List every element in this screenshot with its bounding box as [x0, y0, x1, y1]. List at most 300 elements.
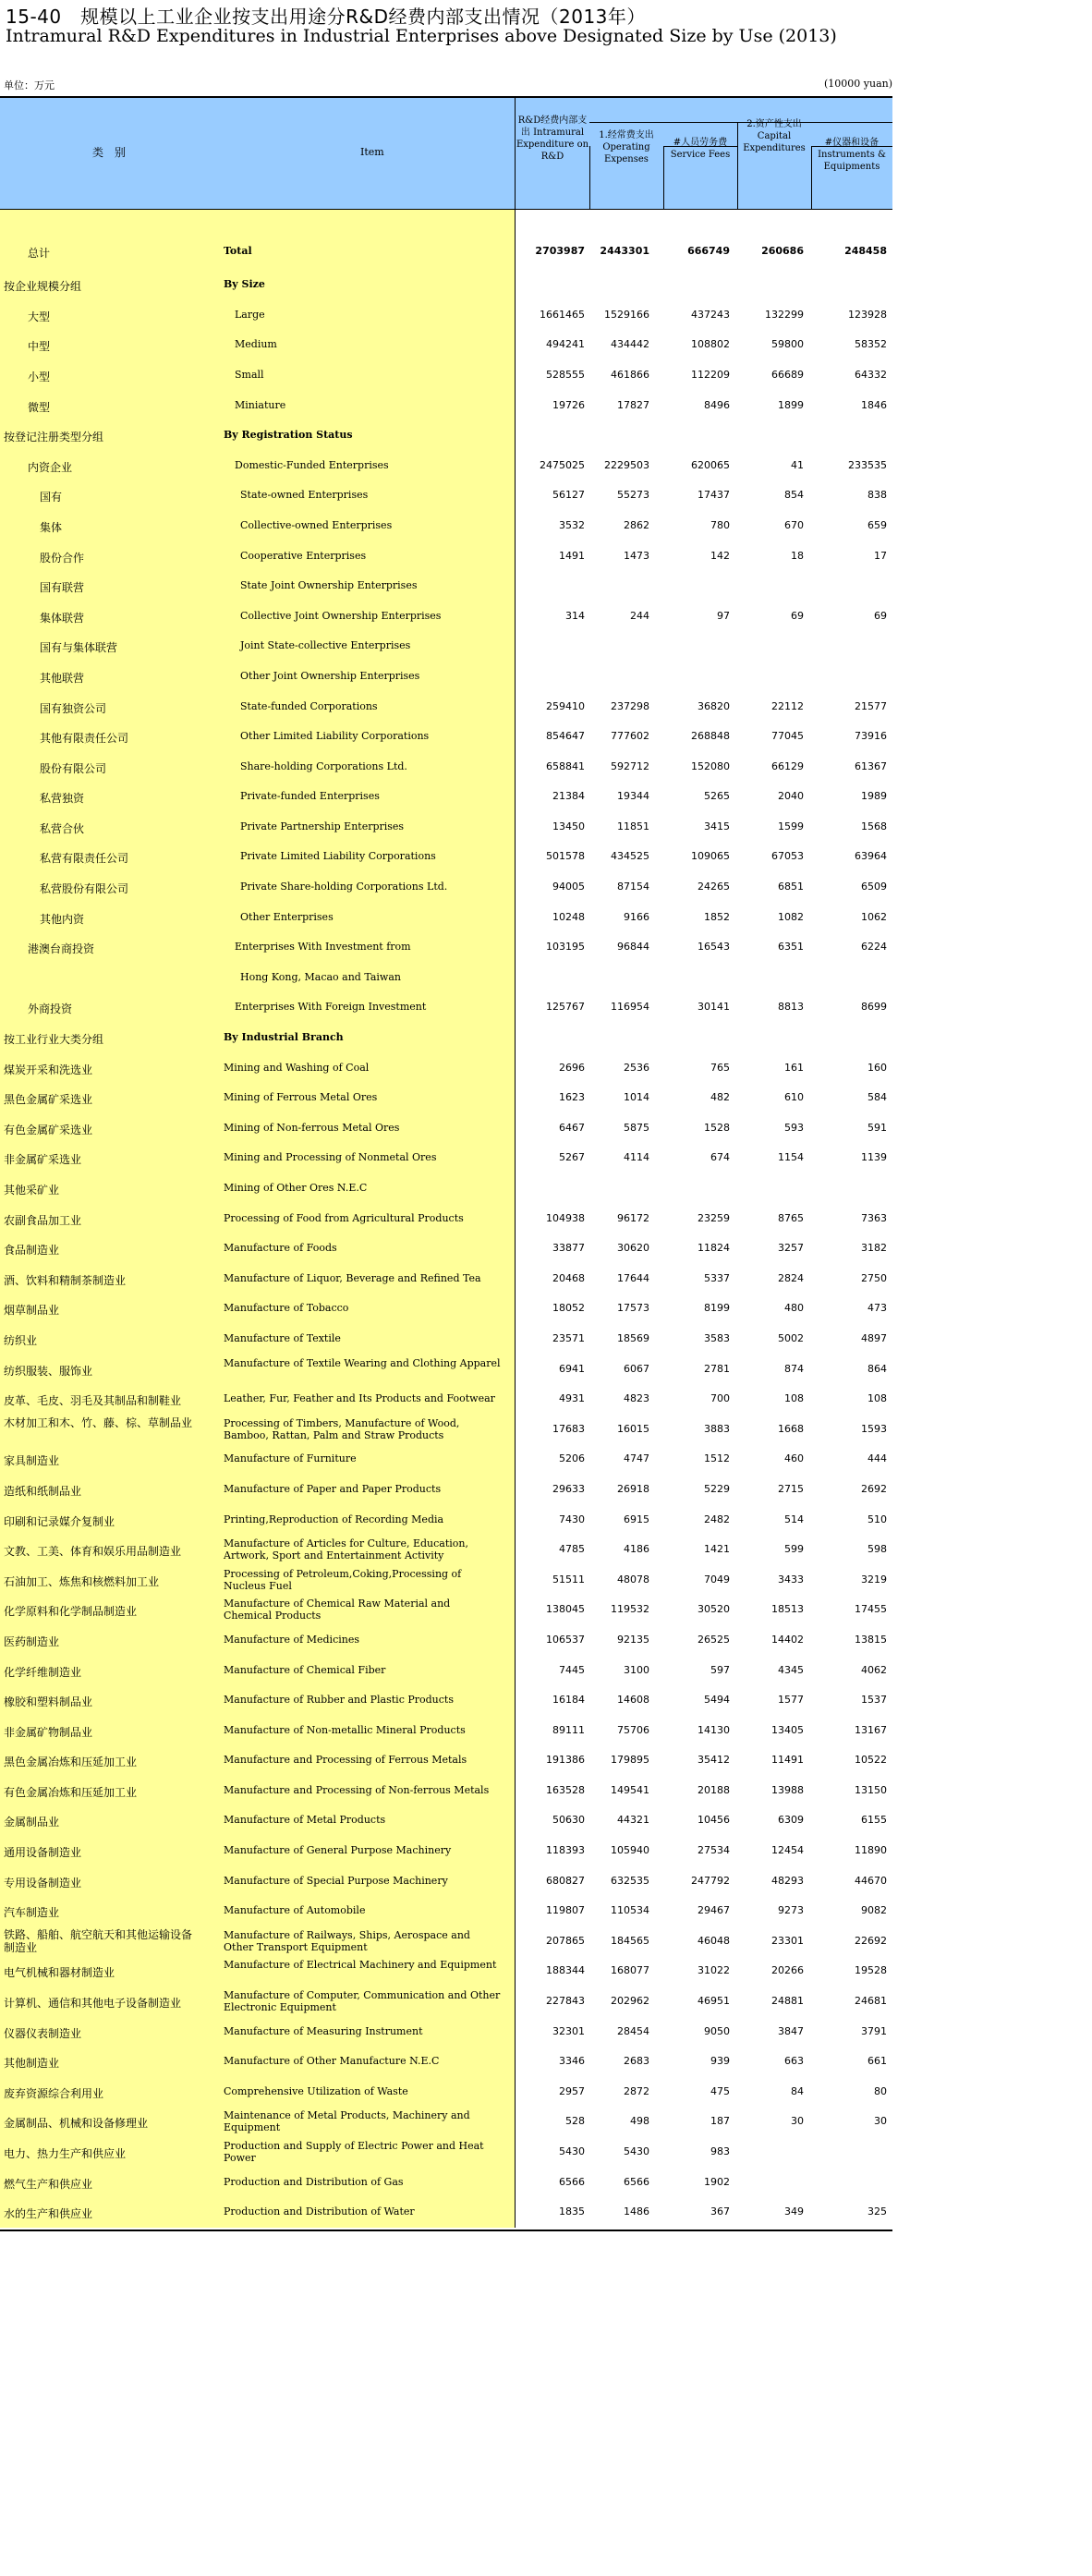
value-cell: 112209 — [691, 368, 730, 381]
value-cell: 7430 — [559, 1513, 585, 1525]
row-label-cn: 私营合伙 — [40, 821, 85, 835]
value-cell: 119807 — [546, 1904, 585, 1917]
column-divider — [515, 480, 516, 511]
value-cell: 14608 — [617, 1694, 649, 1707]
column-divider — [515, 1987, 516, 2017]
column-divider — [515, 2047, 516, 2077]
value-cell: 510 — [868, 1513, 887, 1525]
value-cell: 6467 — [559, 1121, 585, 1134]
column-divider — [515, 451, 516, 481]
value-cell: 237298 — [611, 699, 649, 712]
value-cell: 620065 — [691, 458, 730, 471]
row-label-en: Collective-owned Enterprises — [240, 518, 393, 531]
value-cell: 663 — [784, 2055, 804, 2068]
row-label-en: By Registration Status — [224, 429, 353, 442]
value-cell: 10456 — [698, 1814, 730, 1827]
value-cell: 314 — [565, 609, 585, 622]
table-title-cn: 15-40 规模以上工业企业按支出用途分R&D经费内部支出情况（2013年） — [6, 6, 646, 28]
value-cell: 80 — [874, 2084, 887, 2097]
row-label-cn: 港澳台商投资 — [28, 942, 95, 956]
row-label-en: Miniature — [235, 398, 286, 411]
value-cell: 123928 — [848, 308, 887, 321]
header-col-service: #人员劳务费 Service Fees — [670, 138, 731, 160]
value-cell: 56127 — [552, 489, 585, 502]
value-cell: 1014 — [624, 1091, 649, 1104]
row-label-en: Manufacture of Furniture — [224, 1452, 357, 1465]
row-label-en: Private Limited Liability Corporations — [240, 850, 436, 863]
value-cell: 5229 — [704, 1482, 730, 1495]
value-cell: 69 — [874, 609, 887, 622]
table-row — [0, 1565, 892, 1596]
column-divider — [515, 1926, 516, 1957]
column-divider — [515, 1384, 516, 1415]
value-cell: 349 — [784, 2205, 804, 2218]
value-cell: 6509 — [861, 881, 887, 893]
row-label-en: Manufacture of Paper and Paper Products — [224, 1482, 442, 1495]
table-row — [0, 1324, 892, 1355]
row-label-en: Other Joint Ownership Enterprises — [240, 669, 420, 682]
column-divider — [515, 1143, 516, 1173]
table-row — [0, 1384, 892, 1415]
row-label-cn: 其他内资 — [40, 912, 85, 926]
table-row — [0, 1053, 892, 1084]
table-row — [0, 1685, 892, 1716]
row-label-en: Enterprises With Investment from — [235, 941, 411, 954]
row-label-en: Manufacture of Medicines — [224, 1633, 359, 1646]
column-divider — [515, 1053, 516, 1084]
table-row — [0, 420, 892, 451]
value-cell: 227843 — [546, 1995, 585, 2008]
column-divider — [515, 1685, 516, 1716]
row-label-cn: 国有联营 — [40, 581, 85, 595]
table-row — [0, 2107, 892, 2137]
value-cell: 104938 — [546, 1211, 585, 1224]
value-cell: 4785 — [559, 1543, 585, 1556]
column-divider — [515, 420, 516, 451]
value-cell: 152080 — [691, 759, 730, 772]
row-label-en: Manufacture of Textile Wearing and Clothing Apparel — [224, 1356, 501, 1369]
value-cell: 2692 — [861, 1482, 887, 1495]
row-label-cn: 国有独资公司 — [40, 701, 107, 715]
row-label-en: Manufacture of Non-metallic Mineral Products — [224, 1723, 466, 1736]
value-cell: 3415 — [704, 820, 730, 832]
table-row — [0, 2047, 892, 2077]
value-cell: 13815 — [855, 1633, 887, 1646]
value-cell: 460 — [784, 1452, 804, 1465]
value-cell: 1139 — [861, 1151, 887, 1164]
row-label-en: Mining and Processing of Nonmetal Ores — [224, 1151, 437, 1164]
row-label-en: Comprehensive Utilization of Waste — [224, 2084, 408, 2097]
table-row — [0, 872, 892, 903]
value-cell: 5002 — [778, 1331, 804, 1344]
table-row — [0, 1083, 892, 1113]
row-label-cn: 金属制品业 — [4, 1816, 60, 1829]
row-label-cn: 水的生产和供应业 — [4, 2207, 93, 2221]
value-cell: 16184 — [552, 1694, 585, 1707]
table-row — [0, 451, 892, 481]
row-label-cn: 家具制造业 — [4, 1454, 60, 1468]
value-cell: 66129 — [771, 759, 804, 772]
row-label-cn: 按工业行业大类分组 — [4, 1033, 104, 1047]
value-cell: 14130 — [698, 1723, 730, 1736]
value-cell: 2781 — [704, 1362, 730, 1375]
row-label-en: Manufacture of Metal Products — [224, 1814, 386, 1827]
row-label-en: Small — [235, 368, 264, 381]
value-cell: 30620 — [617, 1242, 649, 1255]
value-cell: 2683 — [624, 2055, 649, 2068]
table-row — [0, 2197, 892, 2228]
value-cell: 1989 — [861, 790, 887, 803]
value-cell: 36820 — [698, 699, 730, 712]
value-cell: 29467 — [698, 1904, 730, 1917]
row-label-cn: 其他联营 — [40, 671, 85, 685]
value-cell: 22112 — [771, 699, 804, 712]
column-divider — [515, 2017, 516, 2047]
value-cell: 6067 — [624, 1362, 649, 1375]
table-row — [0, 571, 892, 601]
value-cell: 1593 — [861, 1422, 887, 1435]
row-label-cn: 酒、饮料和精制茶制造业 — [4, 1273, 127, 1287]
value-cell: 584 — [868, 1091, 887, 1104]
value-cell: 2862 — [624, 518, 649, 531]
row-label-en: Manufacture of Chemical Fiber — [224, 1663, 386, 1676]
row-label-cn: 集体 — [40, 520, 63, 534]
row-label-cn: 纺织业 — [4, 1333, 38, 1347]
value-cell: 17644 — [617, 1271, 649, 1284]
value-cell: 444 — [868, 1452, 887, 1465]
row-label-en: Enterprises With Foreign Investment — [235, 1001, 427, 1014]
row-label-cn: 计算机、通信和其他电子设备制造业 — [4, 1997, 182, 2011]
table-row — [0, 210, 892, 270]
column-divider — [515, 300, 516, 331]
value-cell: 23259 — [698, 1211, 730, 1224]
column-divider — [515, 722, 516, 752]
row-label-en: State-owned Enterprises — [240, 489, 369, 502]
value-cell: 1486 — [624, 2205, 649, 2218]
header-item: Item — [360, 146, 384, 158]
value-cell: 2715 — [778, 1482, 804, 1495]
table-row — [0, 1926, 892, 1957]
value-cell: 3219 — [861, 1573, 887, 1586]
value-cell: 105940 — [611, 1844, 649, 1857]
value-cell: 2229503 — [604, 458, 649, 471]
row-label-en: Private-funded Enterprises — [240, 790, 380, 803]
row-label-en: Manufacture of Textile — [224, 1331, 341, 1344]
value-cell: 61367 — [855, 759, 887, 772]
value-cell: 434525 — [611, 850, 649, 863]
value-cell: 854 — [784, 489, 804, 502]
value-cell: 1421 — [704, 1543, 730, 1556]
value-cell: 6566 — [559, 2175, 585, 2188]
value-cell: 780 — [710, 518, 730, 531]
row-label-cn: 大型 — [28, 310, 51, 323]
value-cell: 874 — [784, 1362, 804, 1375]
value-cell: 248458 — [844, 245, 887, 257]
value-cell: 17683 — [552, 1422, 585, 1435]
table-row — [0, 2017, 892, 2047]
table-row — [0, 1956, 892, 1987]
value-cell: 24681 — [855, 1995, 887, 2008]
value-cell: 8496 — [704, 398, 730, 411]
row-label-cn: 黑色金属冶炼和压延加工业 — [4, 1756, 138, 1769]
value-cell: 202962 — [611, 1995, 649, 2008]
column-divider — [515, 872, 516, 903]
row-label-en: Manufacture of Electrical Machinery and Equipment — [224, 1959, 497, 1972]
value-cell: 46048 — [698, 1934, 730, 1947]
value-cell: 32301 — [552, 2024, 585, 2037]
table-row — [0, 903, 892, 933]
row-label-en: Processing of Timbers, Manufacture of Wood, Bamboo, Rattan, Palm and Straw Products — [224, 1416, 460, 1441]
value-cell: 21384 — [552, 790, 585, 803]
value-cell: 29633 — [552, 1482, 585, 1495]
table-row — [0, 330, 892, 360]
table-row — [0, 662, 892, 692]
value-cell: 142 — [710, 549, 730, 562]
row-label-cn: 印刷和记录媒介复制业 — [4, 1514, 115, 1528]
value-cell: 138045 — [546, 1603, 585, 1616]
value-cell: 106537 — [546, 1633, 585, 1646]
value-cell: 27534 — [698, 1844, 730, 1857]
row-label-cn: 金属制品、机械和设备修理业 — [4, 2117, 149, 2131]
table-row — [0, 601, 892, 632]
value-cell: 632535 — [611, 1874, 649, 1887]
value-cell: 528555 — [546, 368, 585, 381]
value-cell: 9166 — [624, 910, 649, 923]
value-cell: 109065 — [691, 850, 730, 863]
value-cell: 1668 — [778, 1422, 804, 1435]
table-title-en: Intramural R&D Expenditures in Industrial Enterprises above Designated Size by Use (2013) — [6, 26, 837, 46]
value-cell: 1599 — [778, 820, 804, 832]
value-cell: 31022 — [698, 1964, 730, 1977]
column-divider — [515, 1836, 516, 1866]
value-cell: 13167 — [855, 1723, 887, 1736]
value-cell: 480 — [784, 1302, 804, 1315]
row-label-cn: 总计 — [28, 247, 51, 260]
value-cell: 233535 — [848, 458, 887, 471]
value-cell: 8199 — [704, 1302, 730, 1315]
value-cell: 983 — [710, 2145, 730, 2157]
column-divider — [515, 1505, 516, 1536]
value-cell: 6941 — [559, 1362, 585, 1375]
value-cell: 1082 — [778, 910, 804, 923]
value-cell: 9082 — [861, 1904, 887, 1917]
table-row — [0, 1836, 892, 1866]
row-label-en: By Industrial Branch — [224, 1031, 344, 1044]
row-label-cn: 化学原料和化学制品制造业 — [4, 1605, 138, 1619]
column-divider — [515, 1565, 516, 1596]
table-row — [0, 1294, 892, 1324]
row-label-cn: 其他有限责任公司 — [40, 732, 129, 746]
row-label-cn: 铁路、船舶、航空航天和其他运输设备制造业 — [4, 1927, 193, 1954]
value-cell: 24881 — [771, 1995, 804, 2008]
value-cell: 434442 — [611, 338, 649, 351]
row-label-en: Processing of Petroleum,Coking,Processing of Nucleus Fuel — [224, 1567, 462, 1592]
value-cell: 528 — [565, 2115, 585, 2128]
value-cell: 19726 — [552, 398, 585, 411]
data-table — [0, 96, 892, 2228]
row-label-en: Manufacture and Processing of Non-ferrous Metals — [224, 1783, 490, 1796]
row-label-cn: 私营有限责任公司 — [40, 852, 129, 866]
column-divider — [515, 1324, 516, 1355]
value-cell: 13450 — [552, 820, 585, 832]
table-row — [0, 1113, 892, 1144]
value-cell: 96844 — [617, 941, 649, 954]
value-cell: 18513 — [771, 1603, 804, 1616]
table-header — [0, 96, 892, 210]
value-cell: 1568 — [861, 820, 887, 832]
value-cell: 77045 — [771, 730, 804, 743]
value-cell: 4747 — [624, 1452, 649, 1465]
value-cell: 2872 — [624, 2084, 649, 2097]
value-cell: 7445 — [559, 1663, 585, 1676]
row-label-en: Leather, Fur, Feather and Its Products and Footwear — [224, 1392, 495, 1405]
value-cell: 680827 — [546, 1874, 585, 1887]
column-divider — [515, 1173, 516, 1204]
row-label-cn: 皮革、毛皮、羽毛及其制品和制鞋业 — [4, 1394, 182, 1408]
value-cell: 3433 — [778, 1573, 804, 1586]
row-label-en: State-funded Corporations — [240, 699, 378, 712]
column-divider — [515, 752, 516, 783]
column-divider — [515, 1896, 516, 1926]
value-cell: 3583 — [704, 1331, 730, 1344]
column-divider — [515, 782, 516, 812]
value-cell: 10248 — [552, 910, 585, 923]
row-label-en: Production and Supply of Electric Power and Heat Power — [224, 2140, 484, 2164]
value-cell: 116954 — [611, 1001, 649, 1014]
value-cell: 268848 — [691, 730, 730, 743]
column-divider — [515, 842, 516, 872]
row-label-en: Manufacture of Special Purpose Machinery — [224, 1874, 448, 1887]
value-cell: 501578 — [546, 850, 585, 863]
value-cell: 5430 — [624, 2145, 649, 2157]
value-cell: 184565 — [611, 1934, 649, 1947]
row-label-cn: 国有与集体联营 — [40, 641, 118, 655]
value-cell: 30 — [791, 2115, 804, 2128]
value-cell: 6851 — [778, 881, 804, 893]
value-cell: 4823 — [624, 1392, 649, 1405]
value-cell: 3346 — [559, 2055, 585, 2068]
column-divider — [515, 601, 516, 632]
table-row — [0, 722, 892, 752]
value-cell: 55273 — [617, 489, 649, 502]
column-divider — [515, 662, 516, 692]
value-cell: 1154 — [778, 1151, 804, 1164]
row-label-en: Manufacture of Tobacco — [224, 1302, 349, 1315]
row-label-cn: 仪器仪表制造业 — [4, 2026, 82, 2040]
value-cell: 11824 — [698, 1242, 730, 1255]
value-cell: 96172 — [617, 1211, 649, 1224]
column-divider — [515, 1355, 516, 1385]
value-cell: 33877 — [552, 1242, 585, 1255]
column-divider — [515, 631, 516, 662]
table-row — [0, 963, 892, 993]
value-cell: 7049 — [704, 1573, 730, 1586]
value-cell: 20468 — [552, 1271, 585, 1284]
column-divider — [515, 1415, 516, 1445]
table-row — [0, 1444, 892, 1475]
value-cell: 16015 — [617, 1422, 649, 1435]
value-cell: 3847 — [778, 2024, 804, 2037]
value-cell: 66689 — [771, 368, 804, 381]
column-divider — [515, 330, 516, 360]
value-cell: 19344 — [617, 790, 649, 803]
column-divider — [515, 2168, 516, 2198]
row-label-en: Manufacture of Chemical Raw Material and Chemical Products — [224, 1598, 451, 1622]
value-cell: 666749 — [687, 245, 730, 257]
value-cell: 30 — [874, 2115, 887, 2128]
value-cell: 2040 — [778, 790, 804, 803]
value-cell: 610 — [784, 1091, 804, 1104]
value-cell: 1899 — [778, 398, 804, 411]
row-label-cn: 集体联营 — [40, 611, 85, 625]
table-row — [0, 1987, 892, 2017]
row-label-cn: 橡胶和塑料制品业 — [4, 1695, 93, 1709]
value-cell: 2703987 — [535, 245, 585, 257]
row-label-cn: 其他制造业 — [4, 2057, 60, 2071]
row-label-en: Production and Distribution of Gas — [224, 2175, 404, 2188]
value-cell: 494241 — [546, 338, 585, 351]
value-cell: 35412 — [698, 1754, 730, 1767]
table-row — [0, 1023, 892, 1053]
table-row — [0, 511, 892, 541]
value-cell: 14402 — [771, 1633, 804, 1646]
value-cell: 5265 — [704, 790, 730, 803]
value-cell: 437243 — [691, 308, 730, 321]
value-cell: 1902 — [704, 2175, 730, 2188]
table-row — [0, 2137, 892, 2168]
value-cell: 17455 — [855, 1603, 887, 1616]
row-label-cn: 石油加工、炼焦和核燃料加工业 — [4, 1574, 160, 1588]
row-label-cn: 私营股份有限公司 — [40, 882, 129, 896]
row-label-en: Domestic-Funded Enterprises — [235, 458, 389, 471]
table-bottom-rule — [0, 2230, 892, 2231]
row-label-en: Total — [224, 245, 252, 257]
value-cell: 765 — [710, 1061, 730, 1074]
value-cell: 18052 — [552, 1302, 585, 1315]
value-cell: 59800 — [771, 338, 804, 351]
row-label-cn: 农副食品加工业 — [4, 1213, 82, 1227]
row-label-cn: 纺织服装、服饰业 — [4, 1364, 93, 1378]
table-row — [0, 1204, 892, 1234]
row-label-cn: 外商投资 — [28, 1002, 73, 1016]
table-row — [0, 1625, 892, 1656]
row-label-cn: 有色金属冶炼和压延加工业 — [4, 1785, 138, 1799]
value-cell: 23571 — [552, 1331, 585, 1344]
value-cell: 58352 — [855, 338, 887, 351]
value-cell: 247792 — [691, 1874, 730, 1887]
value-cell: 187 — [710, 2115, 730, 2128]
value-cell: 5206 — [559, 1452, 585, 1465]
value-cell: 5875 — [624, 1121, 649, 1134]
row-label-cn: 烟草制品业 — [4, 1304, 60, 1318]
value-cell: 260686 — [761, 245, 804, 257]
table-row — [0, 1805, 892, 1836]
value-cell: 132299 — [765, 308, 804, 321]
value-cell: 179895 — [611, 1754, 649, 1767]
value-cell: 1577 — [778, 1694, 804, 1707]
value-cell: 24265 — [698, 881, 730, 893]
value-cell: 9273 — [778, 1904, 804, 1917]
value-cell: 3100 — [624, 1663, 649, 1676]
table-row — [0, 1475, 892, 1505]
value-cell: 64332 — [855, 368, 887, 381]
row-label-cn: 木材加工和木、竹、藤、棕、草制品业 — [4, 1416, 193, 1429]
table-row — [0, 1173, 892, 1204]
value-cell: 26918 — [617, 1482, 649, 1495]
column-divider — [515, 360, 516, 391]
value-cell: 87154 — [617, 881, 649, 893]
value-cell: 18 — [791, 549, 804, 562]
